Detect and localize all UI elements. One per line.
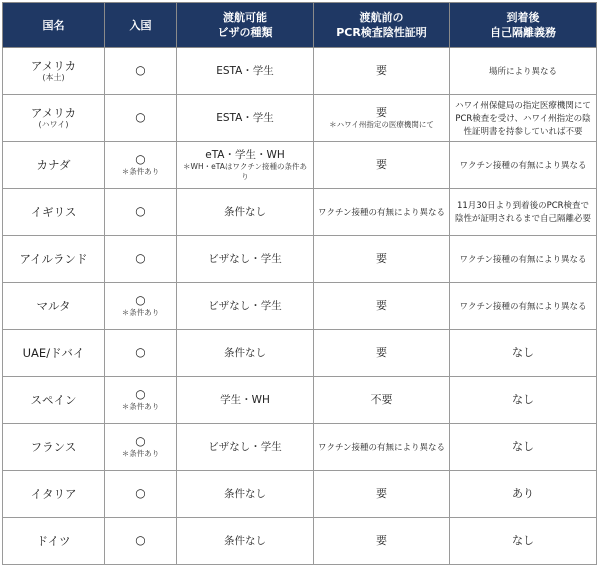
- visa-type: 条件なし: [224, 534, 266, 547]
- quarantine-cell: [450, 142, 597, 189]
- country-cell: [3, 330, 105, 377]
- visa-cell: [177, 142, 314, 189]
- quarantine-cell: [450, 518, 597, 565]
- country-cell: [3, 283, 105, 330]
- pcr-cell: [314, 142, 450, 189]
- pcr-requirement: 不要: [370, 393, 393, 406]
- country-cell: [3, 95, 105, 142]
- pcr-cell: [314, 377, 450, 424]
- visa-type: ビザなし・学生: [208, 299, 282, 312]
- visa-cell: [177, 189, 314, 236]
- pcr-requirement: 要: [376, 346, 387, 359]
- entry-mark: ○: [135, 63, 146, 77]
- visa-type: 条件なし: [224, 205, 266, 218]
- entry-mark: ○: [135, 110, 146, 124]
- quarantine-cell: [450, 424, 597, 471]
- header-row: [3, 3, 597, 48]
- header-visa: 渡航可能 ビザの種類: [177, 3, 314, 48]
- pcr-requirement: 要: [376, 299, 387, 312]
- country-name: スペイン: [30, 392, 77, 407]
- entry-mark: ○: [135, 204, 146, 218]
- visa-type: 条件なし: [224, 487, 266, 500]
- header-country: 国名: [3, 3, 105, 48]
- entry-mark: ○: [135, 251, 146, 265]
- pcr-cell: [314, 283, 450, 330]
- pcr-requirement: 要: [376, 487, 387, 500]
- table-row: [3, 142, 597, 189]
- table-row: [3, 330, 597, 377]
- entry-mark: ○: [135, 387, 146, 401]
- table-row: [3, 283, 597, 330]
- visa-cell: [177, 330, 314, 377]
- quarantine-cell: [450, 236, 597, 283]
- quarantine-requirement: 場所により異なる: [488, 66, 557, 77]
- quarantine-cell: [450, 95, 597, 142]
- country-name: アメリカ: [30, 105, 77, 120]
- header-pcr: 渡航前の PCR検査陰性証明: [314, 3, 450, 48]
- country-name: イギリス: [30, 204, 77, 219]
- table-row: [3, 518, 597, 565]
- entry-cell: [105, 330, 177, 377]
- pcr-requirement: 要: [376, 106, 387, 119]
- quarantine-requirement: なし: [512, 534, 534, 547]
- table-row: [3, 95, 597, 142]
- quarantine-cell: [450, 48, 597, 95]
- header-entry: 入国: [105, 3, 177, 48]
- visa-cell: [177, 95, 314, 142]
- pcr-requirement: 要: [376, 158, 387, 171]
- table-row: [3, 48, 597, 95]
- entry-mark: ○: [135, 486, 146, 500]
- entry-cell: [105, 236, 177, 283]
- quarantine-requirement: なし: [512, 346, 534, 359]
- pcr-cell: [314, 95, 450, 142]
- country-name: アメリカ: [30, 58, 77, 73]
- quarantine-requirement: なし: [512, 393, 534, 406]
- quarantine-cell: [450, 330, 597, 377]
- entry-cell: [105, 189, 177, 236]
- country-cell: [3, 424, 105, 471]
- country-name: ドイツ: [36, 533, 71, 548]
- visa-type: 学生・WH: [220, 393, 270, 406]
- entry-note: ＊条件あり: [121, 402, 160, 411]
- entry-cell: [105, 95, 177, 142]
- entry-mark: ○: [135, 533, 146, 547]
- quarantine-cell: [450, 377, 597, 424]
- visa-type: ビザなし・学生: [208, 252, 282, 265]
- table-row: [3, 236, 597, 283]
- pcr-requirement: ワクチン接種の有無により異なる: [317, 207, 446, 218]
- visa-type: ESTA・学生: [216, 64, 274, 77]
- country-cell: [3, 236, 105, 283]
- visa-cell: [177, 424, 314, 471]
- pcr-note: ＊ハワイ州指定の医療機関にて: [329, 120, 434, 129]
- country-sub: (本土): [42, 72, 65, 82]
- country-cell: [3, 189, 105, 236]
- visa-type: 条件なし: [224, 346, 266, 359]
- entry-cell: [105, 377, 177, 424]
- visa-type: ビザなし・学生: [208, 440, 282, 453]
- entry-cell: [105, 424, 177, 471]
- entry-cell: [105, 283, 177, 330]
- quarantine-requirement: なし: [512, 440, 534, 453]
- country-cell: [3, 518, 105, 565]
- table-row: [3, 377, 597, 424]
- pcr-cell: [314, 471, 450, 518]
- country-name: マルタ: [36, 298, 71, 313]
- entry-cell: [105, 471, 177, 518]
- quarantine-cell: [450, 283, 597, 330]
- pcr-cell: [314, 424, 450, 471]
- quarantine-requirement: ワクチン接種の有無により異なる: [459, 301, 587, 312]
- country-cell: [3, 471, 105, 518]
- entry-cell: [105, 48, 177, 95]
- pcr-cell: [314, 48, 450, 95]
- travel-requirements-table: [2, 2, 597, 565]
- quarantine-requirement: 11月30日より到着後のPCR検査で陰性が証明されるまで自己隔離必要: [454, 201, 591, 224]
- pcr-cell: [314, 330, 450, 377]
- entry-mark: ○: [135, 152, 146, 166]
- country-name: フランス: [30, 439, 77, 454]
- pcr-cell: [314, 518, 450, 565]
- country-name: カナダ: [36, 157, 71, 172]
- pcr-cell: [314, 189, 450, 236]
- visa-cell: [177, 377, 314, 424]
- pcr-requirement: 要: [376, 252, 387, 265]
- country-name: アイルランド: [19, 251, 88, 266]
- country-cell: [3, 48, 105, 95]
- visa-cell: [177, 48, 314, 95]
- quarantine-requirement: ワクチン接種の有無により異なる: [459, 160, 587, 171]
- entry-note: ＊条件あり: [121, 167, 160, 176]
- entry-cell: [105, 518, 177, 565]
- quarantine-requirement: ワクチン接種の有無により異なる: [459, 254, 587, 265]
- pcr-cell: [314, 236, 450, 283]
- visa-cell: [177, 518, 314, 565]
- quarantine-cell: [450, 471, 597, 518]
- visa-type: ESTA・学生: [216, 111, 274, 124]
- table-row: [3, 471, 597, 518]
- entry-mark: ○: [135, 345, 146, 359]
- visa-note: ＊WH・eTAはワクチン接種の条件あり: [183, 161, 307, 181]
- header-quarantine: 到着後 自己隔離義務: [450, 3, 597, 48]
- country-cell: [3, 377, 105, 424]
- quarantine-cell: [450, 189, 597, 236]
- visa-type: eTA・学生・WH: [205, 148, 285, 161]
- visa-cell: [177, 283, 314, 330]
- visa-cell: [177, 236, 314, 283]
- pcr-requirement: ワクチン接種の有無により異なる: [317, 442, 446, 453]
- entry-mark: ○: [135, 434, 146, 448]
- table-row: [3, 424, 597, 471]
- table-row: [3, 189, 597, 236]
- pcr-requirement: 要: [376, 534, 387, 547]
- pcr-requirement: 要: [376, 64, 387, 77]
- entry-cell: [105, 142, 177, 189]
- visa-cell: [177, 471, 314, 518]
- country-name: UAE/ドバイ: [22, 345, 85, 360]
- entry-mark: ○: [135, 293, 146, 307]
- country-sub: (ハワイ): [38, 119, 69, 129]
- quarantine-requirement: あり: [512, 487, 534, 500]
- entry-note: ＊条件あり: [121, 449, 160, 458]
- country-name: イタリア: [30, 486, 77, 501]
- entry-note: ＊条件あり: [121, 308, 160, 317]
- quarantine-requirement: ハワイ州保健局の指定医療機関にてPCR検査を受け、ハワイ州指定の陰性証明書を持参していれば不要: [455, 100, 591, 137]
- country-cell: [3, 142, 105, 189]
